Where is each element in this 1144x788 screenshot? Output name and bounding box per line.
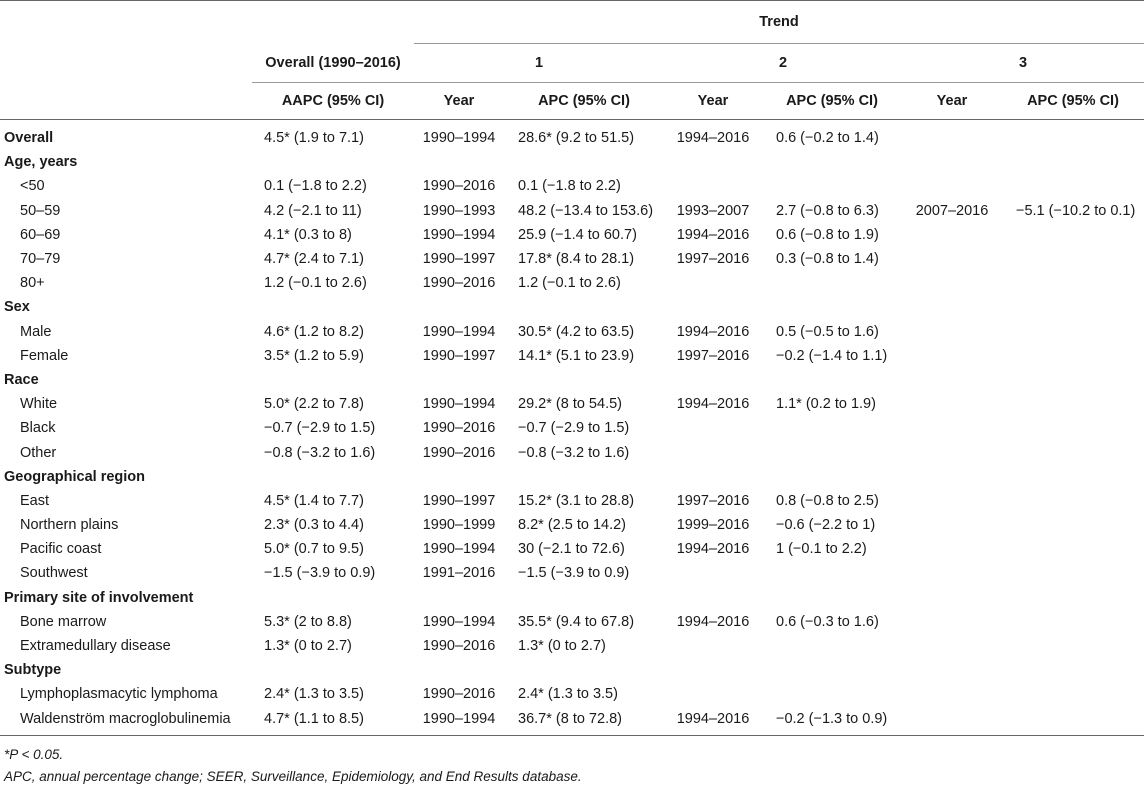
trend-3-year-cell	[902, 320, 1002, 344]
trend-1-year-cell: 1990–1993	[422, 202, 496, 219]
trend-3-year-cell	[902, 634, 1002, 658]
trend-1-apc-cell: 30.5* (4.2 to 63.5)	[518, 323, 635, 340]
trend-2-apc-cell: 1.1* (0.2 to 1.9)	[776, 396, 876, 413]
trend-3-year-cell	[902, 489, 1002, 513]
trend-2-apc-cell	[762, 150, 902, 174]
trend-3-apc-cell	[1002, 344, 1144, 368]
trend-3-apc-cell	[1002, 392, 1144, 416]
group-row	[0, 586, 1144, 610]
table-row	[0, 344, 1144, 368]
trend-3-apc-cell	[1002, 416, 1144, 440]
group-label: Primary site of involvement	[4, 589, 194, 606]
row-label: Northern plains	[20, 517, 119, 534]
trend-3-apc-cell: −5.1 (−10.2 to 0.1)	[1016, 202, 1136, 219]
trend-1-apc-cell: 0.1 (−1.8 to 2.2)	[518, 178, 621, 195]
trend-1-year-cell: 1990–2016	[422, 686, 496, 703]
table-row	[0, 513, 1144, 537]
trend-2-apc-cell	[762, 682, 902, 706]
aapc-cell	[252, 368, 414, 392]
trend-3-apc-cell	[1002, 320, 1144, 344]
trend-2-year-cell: 1994–2016	[664, 707, 762, 736]
row-label: Bone marrow	[20, 613, 107, 630]
group-row	[0, 295, 1144, 319]
trend-3-apc-cell	[1002, 223, 1144, 247]
trend-2-year-cell	[664, 634, 762, 658]
trend-3-apc-cell	[1002, 247, 1144, 271]
trend-1-year-cell: 1990–1994	[422, 541, 496, 558]
row-label: <50	[20, 178, 45, 195]
trend-1-apc-cell: 15.2* (3.1 to 28.8)	[518, 492, 635, 509]
trend-3-apc-cell	[1002, 295, 1144, 319]
group-row	[0, 465, 1144, 489]
trend-2-apc-cell	[762, 416, 902, 440]
trend-1-apc-cell	[504, 465, 664, 489]
trend-1-apc-cell	[504, 658, 664, 682]
row-label: Male	[20, 323, 52, 340]
trend-3-year-cell	[902, 223, 1002, 247]
aapc-cell	[252, 586, 414, 610]
table-row	[0, 247, 1144, 271]
row-label: Female	[20, 347, 69, 364]
aapc-cell: 5.3* (2 to 8.8)	[264, 613, 352, 630]
group-row	[0, 368, 1144, 392]
trend-2-year-cell: 1994–2016	[676, 226, 750, 243]
trend-2-apc-cell	[762, 295, 902, 319]
aapc-cell	[252, 465, 414, 489]
footnote-abbreviations: APC, annual percentage change; SEER, Surveillance, Epidemiology, and End Results database.	[4, 768, 582, 784]
trend-1-apc-cell: 1.3* (0 to 2.7)	[518, 638, 606, 655]
trend-2-year-cell: 1994–2016	[676, 323, 750, 340]
group-label: Age, years	[4, 154, 78, 171]
trend-3-apc-cell	[1002, 120, 1144, 151]
row-label: 50–59	[20, 202, 61, 219]
trend-3-apc-cell	[1002, 150, 1144, 174]
trend-1-year-cell: 1990–1994	[422, 396, 496, 413]
trend-1-apc-cell: −0.7 (−2.9 to 1.5)	[518, 420, 630, 437]
trend-1-year-cell: 1990–2016	[422, 444, 496, 461]
row-label: Southwest	[20, 565, 88, 582]
trend-1-year-cell: 1990–1994	[422, 613, 496, 630]
trend-3-year-cell	[902, 416, 1002, 440]
table-row	[0, 199, 1144, 223]
aapc-cell: 4.5* (1.9 to 7.1)	[264, 130, 364, 147]
table-row	[0, 223, 1144, 247]
trend-1-apc-cell: 48.2 (−13.4 to 153.6)	[518, 202, 654, 219]
trend-3-apc-cell	[1002, 368, 1144, 392]
trend-2-apc-cell: −0.6 (−2.2 to 1)	[776, 517, 876, 534]
aapc-cell: −0.7 (−2.9 to 1.5)	[264, 420, 376, 437]
trend-2-apc-cell	[762, 440, 902, 464]
trend-3-year-cell	[902, 707, 1002, 736]
table-row	[0, 537, 1144, 561]
aapc-cell: 4.6* (1.2 to 8.2)	[264, 323, 364, 340]
trend-1-apc-cell	[504, 295, 664, 319]
trend-2-year-cell	[664, 465, 762, 489]
trend-1-apc-cell: 28.6* (9.2 to 51.5)	[518, 130, 635, 147]
trend-2-year-cell	[664, 658, 762, 682]
aapc-cell: 5.0* (2.2 to 7.8)	[264, 396, 364, 413]
trend-1-year-cell: 1990–2016	[422, 420, 496, 437]
trend-2-year-cell: 1997–2016	[676, 347, 750, 364]
trend-1-year-cell: 1990–2016	[422, 275, 496, 292]
trend-2-year-cell	[664, 150, 762, 174]
trend-2-apc-cell	[762, 634, 902, 658]
trend-2-apc-cell: 0.6 (−0.2 to 1.4)	[776, 130, 879, 147]
trend-2-year-cell	[664, 271, 762, 295]
table-row	[0, 707, 1144, 736]
trend-1-header: 1	[414, 44, 664, 83]
trend-2-year-cell: 1994–2016	[676, 130, 750, 147]
trend-1-apc-cell: 17.8* (8.4 to 28.1)	[518, 251, 635, 268]
group-label: Subtype	[4, 662, 62, 679]
trend-3-header: 3	[902, 44, 1144, 83]
trend-2-apc-cell: 0.8 (−0.8 to 2.5)	[776, 492, 879, 509]
group-label: Overall	[4, 130, 54, 147]
trend-3-year-cell	[902, 586, 1002, 610]
row-label: Black	[20, 420, 56, 437]
trend-3-apc-cell	[1002, 537, 1144, 561]
trend-3-apc-cell	[1002, 682, 1144, 706]
trend-3-apc-cell	[1002, 707, 1144, 736]
trend-1-apc-cell: 36.7* (8 to 72.8)	[504, 707, 664, 736]
trend-1-year-cell	[414, 368, 504, 392]
trend-3-year-cell: 2007–2016	[915, 202, 989, 219]
table-row	[0, 416, 1144, 440]
table-row	[0, 174, 1144, 198]
trend-3-apc-cell	[1002, 489, 1144, 513]
trend-1-year-cell	[414, 658, 504, 682]
group-row	[0, 150, 1144, 174]
trend-2-apc-cell	[762, 586, 902, 610]
trend-1-year-cell: 1990–1997	[422, 492, 496, 509]
trend-2-year-cell: 1993–2007	[676, 202, 750, 219]
trend-3-year-cell	[902, 537, 1002, 561]
trend-3-year-cell	[902, 247, 1002, 271]
aapc-cell: 4.1* (0.3 to 8)	[264, 226, 352, 243]
trend-2-year-cell	[664, 586, 762, 610]
row-label: Waldenström macroglobulinemia	[0, 707, 252, 736]
trend-2-year-cell: 1999–2016	[676, 517, 750, 534]
trend-3-year-cell	[902, 150, 1002, 174]
trend-2-year-cell: 1994–2016	[676, 396, 750, 413]
trend-1-year-cell	[414, 465, 504, 489]
trend-2-year-cell	[664, 682, 762, 706]
group-label: Sex	[4, 299, 30, 316]
group-label: Geographical region	[4, 468, 145, 485]
trend-3-apc-cell	[1002, 586, 1144, 610]
trend-2-apc-cell	[762, 174, 902, 198]
trend-2-apc-cell: 0.6 (−0.8 to 1.9)	[776, 226, 879, 243]
trend-1-year-cell	[414, 586, 504, 610]
trend-2-year-cell: 1997–2016	[676, 251, 750, 268]
row-label: 80+	[20, 275, 45, 292]
trend-1-year-cell: 1990–1999	[422, 517, 496, 534]
row-label: White	[20, 396, 58, 413]
trend-2-apc-cell	[762, 465, 902, 489]
footnote-significance: *P < 0.05.	[4, 746, 64, 762]
year-3-column-header: Year	[902, 83, 1002, 120]
trend-2-apc-cell: −0.2 (−1.3 to 0.9)	[762, 707, 902, 736]
aapc-cell: 3.5* (1.2 to 5.9)	[264, 347, 364, 364]
trend-2-year-cell: 1994–2016	[676, 613, 750, 630]
table-row	[0, 440, 1144, 464]
trend-3-apc-cell	[1002, 465, 1144, 489]
trend-header: Trend	[414, 1, 1144, 44]
trend-1-year-cell: 1990–1994	[422, 130, 496, 147]
trend-3-year-cell	[902, 440, 1002, 464]
trend-3-apc-cell	[1002, 513, 1144, 537]
trend-3-year-cell	[902, 658, 1002, 682]
aapc-cell: −1.5 (−3.9 to 0.9)	[264, 565, 376, 582]
trend-1-apc-cell	[504, 368, 664, 392]
trend-3-apc-cell	[1002, 658, 1144, 682]
aapc-cell: 2.3* (0.3 to 4.4)	[264, 517, 364, 534]
trend-2-year-cell	[664, 440, 762, 464]
aapc-cell	[252, 658, 414, 682]
trend-3-year-cell	[902, 174, 1002, 198]
aapc-cell	[252, 295, 414, 319]
trend-2-apc-cell	[762, 271, 902, 295]
trend-1-apc-cell: 8.2* (2.5 to 14.2)	[518, 517, 627, 534]
aapc-cell: 2.4* (1.3 to 3.5)	[264, 686, 364, 703]
trend-1-year-cell: 1990–1997	[422, 347, 496, 364]
trend-2-year-cell	[664, 416, 762, 440]
table-row	[0, 610, 1144, 634]
group-row	[0, 120, 1144, 151]
trend-1-apc-cell: 14.1* (5.1 to 23.9)	[518, 347, 635, 364]
row-label: East	[20, 492, 50, 509]
trend-2-apc-cell: 2.7 (−0.8 to 6.3)	[776, 202, 879, 219]
trend-2-apc-cell	[762, 368, 902, 392]
row-label: Other	[20, 444, 57, 461]
trend-2-year-cell	[664, 368, 762, 392]
aapc-cell: 4.2 (−2.1 to 11)	[264, 202, 362, 219]
trend-1-apc-cell: 1.2 (−0.1 to 2.6)	[518, 275, 621, 292]
header-overall-spacer	[252, 1, 414, 44]
trend-3-year-cell	[902, 682, 1002, 706]
trend-3-apc-cell	[1002, 561, 1144, 585]
aapc-cell: 4.7* (1.1 to 8.5)	[252, 707, 414, 736]
table-body	[0, 120, 1144, 736]
trend-2-apc-cell	[762, 561, 902, 585]
trend-1-apc-cell: 29.2* (8 to 54.5)	[518, 396, 622, 413]
header-empty-cell	[0, 1, 252, 44]
row-label: Lymphoplasmacytic lymphoma	[20, 686, 218, 703]
trend-1-year-cell: 1991–2016	[422, 565, 496, 582]
trend-2-year-cell: 1994–2016	[676, 541, 750, 558]
trend-3-year-cell	[902, 513, 1002, 537]
trend-2-apc-cell: 0.3 (−0.8 to 1.4)	[776, 251, 879, 268]
trend-3-year-cell	[902, 344, 1002, 368]
trend-3-year-cell	[902, 392, 1002, 416]
trend-3-year-cell	[902, 295, 1002, 319]
table-row	[0, 320, 1144, 344]
trend-1-apc-cell	[504, 150, 664, 174]
table-row	[0, 561, 1144, 585]
apc-2-column-header: APC (95% CI)	[762, 83, 902, 120]
row-label: Extramedullary disease	[20, 638, 171, 655]
aapc-cell: −0.8 (−3.2 to 1.6)	[264, 444, 376, 461]
trend-1-apc-cell: 2.4* (1.3 to 3.5)	[518, 686, 618, 703]
trend-3-year-cell	[902, 610, 1002, 634]
trend-2-apc-cell: 0.5 (−0.5 to 1.6)	[776, 323, 879, 340]
aapc-cell: 0.1 (−1.8 to 2.2)	[264, 178, 367, 195]
aapc-cell: 4.7* (2.4 to 7.1)	[264, 251, 364, 268]
trend-1-year-cell: 1990–2016	[422, 178, 496, 195]
group-label: Race	[4, 371, 39, 388]
trend-2-year-cell	[664, 174, 762, 198]
trend-3-apc-cell	[1002, 271, 1144, 295]
trend-1-year-cell: 1990–1994	[422, 323, 496, 340]
trend-2-year-cell: 1997–2016	[676, 492, 750, 509]
trend-1-year-cell	[414, 295, 504, 319]
trend-2-apc-cell: −0.2 (−1.4 to 1.1)	[776, 347, 888, 364]
table-row	[0, 634, 1144, 658]
aapc-cell	[252, 150, 414, 174]
aapc-cell: 4.5* (1.4 to 7.7)	[264, 492, 364, 509]
overall-period-header: Overall (1990–2016)	[252, 44, 414, 83]
aapc-cell: 5.0* (0.7 to 9.5)	[264, 541, 364, 558]
aapc-cell: 1.3* (0 to 2.7)	[264, 638, 352, 655]
trend-1-year-cell	[414, 150, 504, 174]
trend-3-apc-cell	[1002, 174, 1144, 198]
table-row	[0, 392, 1144, 416]
trend-1-year-cell: 1990–1994	[414, 707, 504, 736]
trend-3-year-cell	[902, 465, 1002, 489]
table-row	[0, 271, 1144, 295]
trend-1-apc-cell: −1.5 (−3.9 to 0.9)	[518, 565, 630, 582]
trend-1-apc-cell: 35.5* (9.4 to 67.8)	[518, 613, 635, 630]
trend-1-apc-cell: −0.8 (−3.2 to 1.6)	[518, 444, 630, 461]
trend-1-apc-cell: 25.9 (−1.4 to 60.7)	[518, 226, 637, 243]
trend-1-year-cell: 1990–1994	[422, 226, 496, 243]
apc-1-column-header: APC (95% CI)	[504, 83, 664, 120]
trend-3-apc-cell	[1002, 634, 1144, 658]
aapc-column-header: AAPC (95% CI)	[252, 83, 414, 120]
table-row	[0, 489, 1144, 513]
trend-3-apc-cell	[1002, 440, 1144, 464]
trend-1-year-cell: 1990–1997	[422, 251, 496, 268]
table-row	[0, 682, 1144, 706]
trend-3-year-cell	[902, 368, 1002, 392]
trend-2-apc-cell: 0.6 (−0.3 to 1.6)	[776, 613, 879, 630]
trend-2-header: 2	[664, 44, 902, 83]
group-row	[0, 658, 1144, 682]
trend-2-year-cell	[664, 561, 762, 585]
trend-1-apc-cell: 30 (−2.1 to 72.6)	[518, 541, 625, 558]
year-2-column-header: Year	[664, 83, 762, 120]
row-label: 70–79	[20, 251, 61, 268]
trend-3-apc-cell	[1002, 610, 1144, 634]
aapc-cell: 1.2 (−0.1 to 2.6)	[264, 275, 367, 292]
trend-1-year-cell: 1990–2016	[422, 638, 496, 655]
row-label: Pacific coast	[20, 541, 102, 558]
trend-2-apc-cell	[762, 658, 902, 682]
trend-3-year-cell	[902, 271, 1002, 295]
year-1-column-header: Year	[414, 83, 504, 120]
apc-3-column-header: APC (95% CI)	[1002, 83, 1144, 120]
trend-3-year-cell	[902, 561, 1002, 585]
row-label: 60–69	[20, 226, 61, 243]
trend-2-year-cell	[664, 295, 762, 319]
trend-1-apc-cell	[504, 586, 664, 610]
trend-2-apc-cell: 1 (−0.1 to 2.2)	[776, 541, 867, 558]
trend-3-year-cell	[902, 120, 1002, 151]
